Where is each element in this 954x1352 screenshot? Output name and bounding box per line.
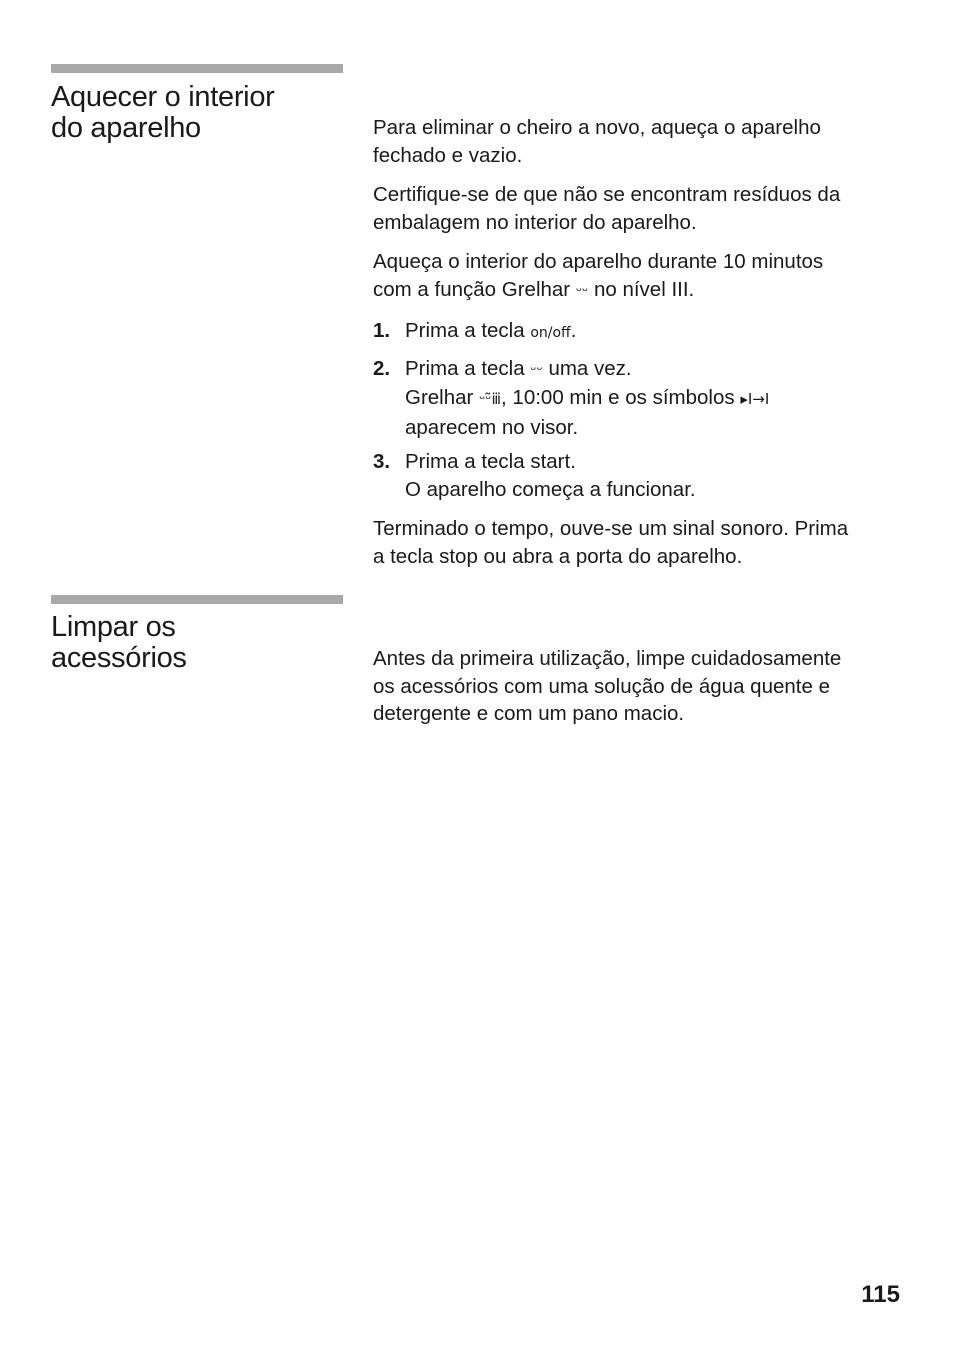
paragraph-intro-2 [373,181,903,236]
step-text: O aparelho começa a funcionar. [405,477,696,501]
text-line: Certifique-se de que não se encontram resíduos da [373,183,841,206]
title-line: Limpar os [51,611,176,643]
text-line: fechado e vazio. [373,143,523,167]
text-line: os acessórios com uma solução de água quente e [373,674,830,698]
section-body-accessories [373,645,903,728]
step-text: aparecem no visor. [405,415,579,439]
text-line: embalagem no interior do aparelho. [373,210,697,234]
text-fragment: com a função Grelhar [373,277,576,301]
title-line: Aquecer o interior [51,81,275,113]
text-line: Antes da primeira utilização, limpe cuidadosamente [373,647,842,670]
paragraph-intro-3 [373,248,903,305]
text-line: a tecla stop ou abra a porta do aparelho. [373,544,743,568]
text-line: detergente e com um pano macio. [373,702,685,725]
text-fragment: Prima a tecla [405,356,531,380]
text-fragment: uma vez. [542,356,632,380]
section-title-preheat [51,82,351,144]
grill-key-icon: ᵕᵕ [530,360,543,379]
title-line: do aparelho [51,112,201,144]
text-fragment: Grelhar [405,386,480,409]
start-duration-icon: ▸I→I [740,390,770,408]
text-line [373,276,903,306]
grill-icon: ᵕᵕ [575,281,589,300]
on-off-key-icon: on/off [530,325,571,341]
section-title-accessories [51,612,351,674]
step-text: Prima a tecla start. [405,450,576,473]
step-number: 2. [373,356,391,380]
step-number: 3. [373,450,391,473]
title-line: acessórios [51,642,187,674]
paragraph-closing [373,515,903,570]
section-divider [51,595,343,604]
step-2 [373,355,903,442]
text-fragment: Prima a tecla [405,319,531,342]
section-body-preheat [373,114,903,570]
step-3 [373,448,903,503]
page-number: 115 [861,1281,900,1308]
step-text [405,384,903,414]
text-fragment: , 10:00 min e os símbolos [501,386,741,409]
paragraph-intro-1 [373,114,903,169]
step-1 [373,317,903,348]
section-divider [51,64,343,73]
text-line: Terminado o tempo, ouve-se um sinal sonoro. Prima [373,517,849,540]
paragraph-cleaning [373,645,903,728]
step-number: 1. [373,319,391,342]
step-text [405,317,903,348]
text-line: Aqueça o interior do aparelho durante 10 minutos [373,250,824,273]
text-fragment: no nível III. [588,277,695,301]
grill-level-icon: ᵕᵕ͂ⅲ [479,390,502,408]
text-line: Para eliminar o cheiro a novo, aqueça o aparelho [373,116,821,139]
step-text [405,355,903,385]
text-fragment: . [570,319,577,342]
